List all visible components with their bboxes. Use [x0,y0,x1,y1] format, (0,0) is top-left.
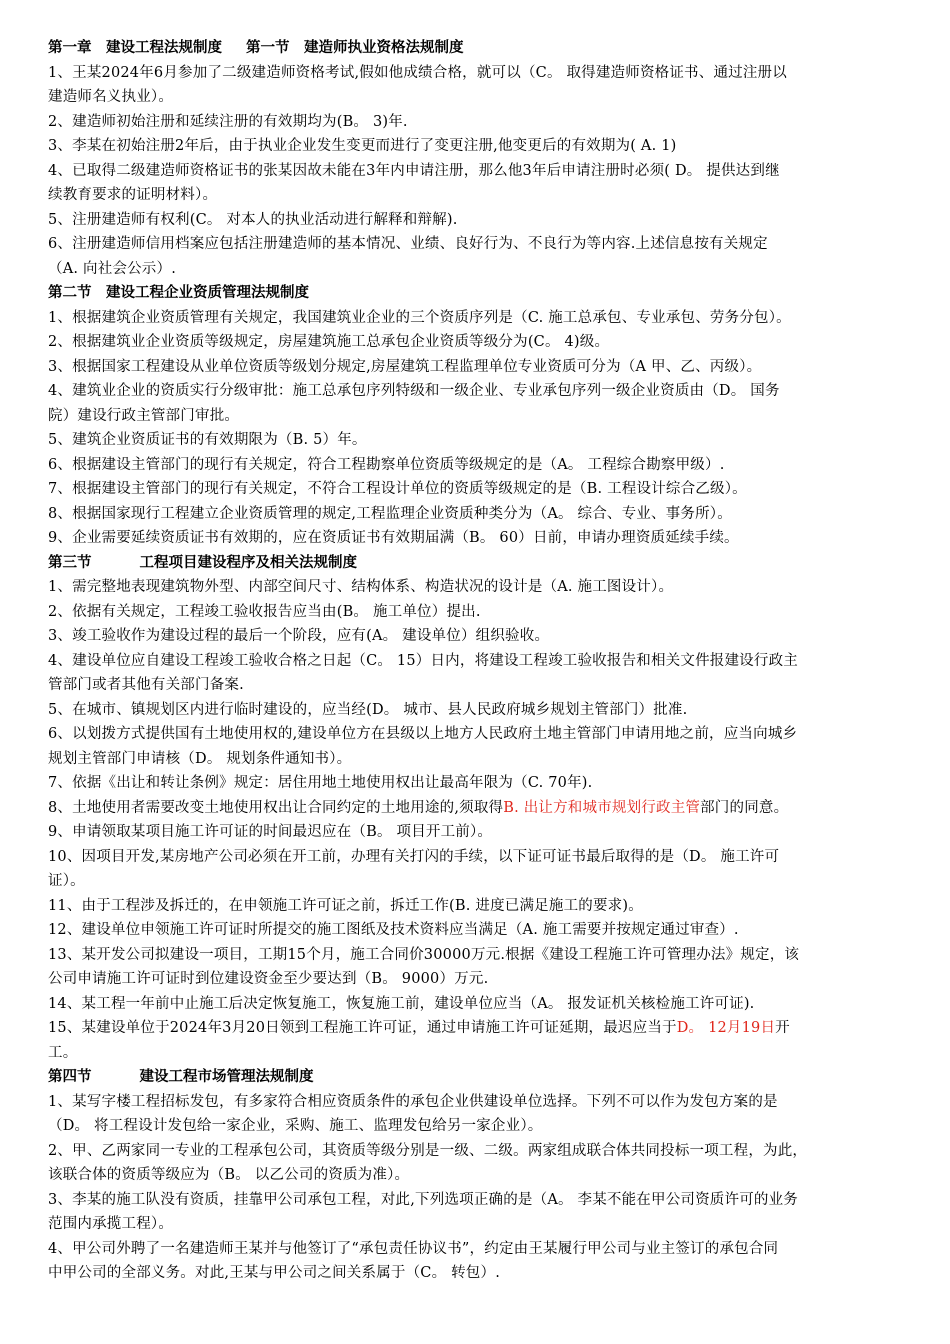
question-line: 1、王某2024年6月参加了二级建造师资格考试,假如他成绩合格，就可以（C。 取得建造师资格证书、通过注册以 [48,64,787,81]
question-line: 3、李某在初始注册2年后，由于执业企业发生变更而进行了变更注册,他变更后的有效期为( A. 1) [48,138,677,154]
section-4-title: 建设工程市场管理法规制度 [139,1068,314,1085]
chapter-title: 第一章 建设工程法规制度 [48,39,222,56]
question-line: 5、在城市、镇规划区内进行临时建设的，应当经(D。 城市、县人民政府城乡规划主管部门）批准. [48,701,688,718]
question-line [48,796,904,821]
question-line: 证）。 [48,873,85,889]
question-text: 开 [775,1020,790,1036]
question-line: 2、根据建筑业企业资质等级规定，房屋建筑施工总承包企业资质等级分为(C。 4)级。 [48,334,610,350]
question-line: 范围内承揽工程）。 [48,1216,174,1232]
question-line: 14、某工程一年前中止施工后决定恢复施工，恢复施工前，建设单位应当（A。 报发证机关核检施工许可证). [48,995,755,1012]
question-line: 4、建筑业企业的资质实行分级审批：施工总承包序列特级和一级企业、专业承包序列一级企业资质由（D。 国务 [48,383,780,399]
question-line: 中甲公司的全部义务。对此,王某与甲公司之间关系属于（C。 转包）. [48,1265,501,1281]
question-line: 院）建设行政主管部门审批。 [48,407,240,424]
question-text: 部门的同意。 [700,799,789,816]
question-line: 4、甲公司外聘了一名建造师王某并与他签订了“承包责任协议书”，约定由王某履行甲公司与业主签订的承包合同 [48,1240,779,1257]
question-line: 3、竣工验收作为建设过程的最后一个阶段，应有(A。 建设单位）组织验收。 [48,628,550,644]
highlighted-answer: B. 出让方和城市规划行政主管 [503,799,701,816]
question-line: 2、甲、乙两家同一专业的工程承包公司，其资质等级分别是一级、二级。两家组成联合体共同投标一项工程，为此， [48,1142,808,1159]
question-line: 7、根据建设主管部门的现行有关规定，不符合工程设计单位的资质等级规定的是（B. 工程设计综合乙级）。 [48,481,747,497]
question-line: （A. 向社会公示）. [48,260,176,277]
question-line: 1、需完整地表现建筑物外型、内部空间尺寸、结构体系、构造状况的设计是（A. 施工图设计）。 [48,579,674,595]
question-text: 8、土地使用者需要改变土地使用权出让合同约定的土地用途的,须取得 [48,799,504,816]
question-line: 1、根据建筑企业资质管理有关规定，我国建筑业企业的三个资质序列是（C. 施工总承包、专业承包、劳务分包）。 [48,309,791,326]
question-text: 15、某建设单位于2024年3月20日领到工程施工许可证，通过申请施工许可证延期，最迟应当于 [48,1020,677,1036]
question-line: 续教育要求的证明材料）。 [48,187,218,203]
section-4-label: 第四节 [48,1068,92,1085]
question-line: 公司申请施工许可证时到位建设资金至少要达到（B。 9000）万元. [48,971,489,987]
question-line: 4、建设单位应自建设工程竣工验收合格之日起（C。 15）日内，将建设工程竣工验收报告和相关文件报建设行政主 [48,652,798,669]
chapter-heading [48,36,904,61]
question-line: 工。 [48,1044,78,1061]
question-line: 2、依据有关规定，工程竣工验收报告应当由(B。 施工单位）提出. [48,603,481,620]
question-line: 13、某开发公司拟建设一项目，工期15个月，施工合同价30000万元.根据《建设工程施工许可管理办法》规定，该 [48,946,800,963]
question-line: （D。 将工程设计发包给一家企业，采购、施工、监理发包给另一家企业）。 [48,1118,543,1134]
section-3-title: 工程项目建设程序及相关法规制度 [139,553,357,571]
question-line: 9、申请领取某项目施工许可证的时间最迟应在（B。 项目开工前）。 [48,824,493,840]
question-line: 5、建筑企业资质证书的有效期限为（B. 5）年。 [48,432,367,448]
question-line: 8、根据国家现行工程建立企业资质管理的规定,工程监理企业资质种类分为（A。 综合、专业、事务所）。 [48,505,732,522]
question-line: 7、依据《出让和转让条例》规定：居住用地土地使用权出让最高年限为（C. 70年). [48,775,593,791]
question-line: 3、根据国家工程建设从业单位资质等级划分规定,房屋建筑工程监理单位专业资质可分为（A 甲、乙、丙级）。 [48,358,762,375]
question-line: 6、注册建造师信用档案应包括注册建造师的基本情况、业绩、良好行为、不良行为等内容.上述信息按有关规定 [48,236,768,252]
question-line: 10、因项目开发,某房地产公司必须在开工前，办理有关打闪的手续，以下证可证书最后取得的是（D。 施工许可 [48,848,780,865]
section-2-heading: 第二节 建设工程企业资质管理法规制度 [48,284,309,301]
question-line: 11、由于工程涉及拆迁的，在申领施工许可证之前，拆迁工作(B. 进度已满足施工的要求)。 [48,897,643,914]
question-line [48,1016,904,1041]
question-line: 管部门或者其他有关部门备案. [48,677,244,693]
question-line: 2、建造师初始注册和延续注册的有效期均为(B。 3)年. [48,113,408,130]
question-line: 建造师名义执业）。 [48,89,174,105]
section-3-label: 第三节 [48,553,92,571]
question-line: 4、已取得二级建造师资格证书的张某因故未能在3年内申请注册，那么他3年后申请注册时必须( D。 提供达到继 [48,162,780,179]
section-4-heading [48,1065,904,1090]
question-line: 6、根据建设主管部门的现行有关规定，符合工程勘察单位资质等级规定的是（A。 工程综合勘察甲级）. [48,456,725,473]
question-line: 规划主管部门申请核（D。 规划条件通知书）。 [48,750,352,767]
section-1-title: 第一节 建造师执业资格法规制度 [246,39,464,56]
question-line: 9、企业需要延续资质证书有效期的，应在资质证书有效期届满（B。 60）日前，申请办理资质延续手续。 [48,530,739,546]
question-line: 该联合体的资质等级应为（B。 以乙公司的资质为准）。 [48,1167,410,1183]
question-line: 6、以划拨方式提供国有土地使用权的,建设单位方在县级以上地方人民政府土地主管部门申请用地之前，应当向城乡 [48,726,798,742]
question-line: 5、注册建造师有权利(C。 对本人的执业活动进行解释和辩解). [48,211,458,228]
highlighted-answer: D。 12月19日 [676,1020,776,1036]
question-line: 1、某写字楼工程招标发包，有多家符合相应资质条件的承包企业供建设单位选择。下列不可以作为发包方案的是 [48,1093,778,1110]
section-3-heading [48,551,904,576]
question-line: 3、李某的施工队没有资质，挂靠甲公司承包工程，对此,下列选项正确的是（A。 李某不能在甲公司资质许可的业务 [48,1191,799,1208]
question-line: 12、建设单位申领施工许可证时所提交的施工图纸及技术资料应当满足（A. 施工需要并按规定通过审查）. [48,922,739,938]
